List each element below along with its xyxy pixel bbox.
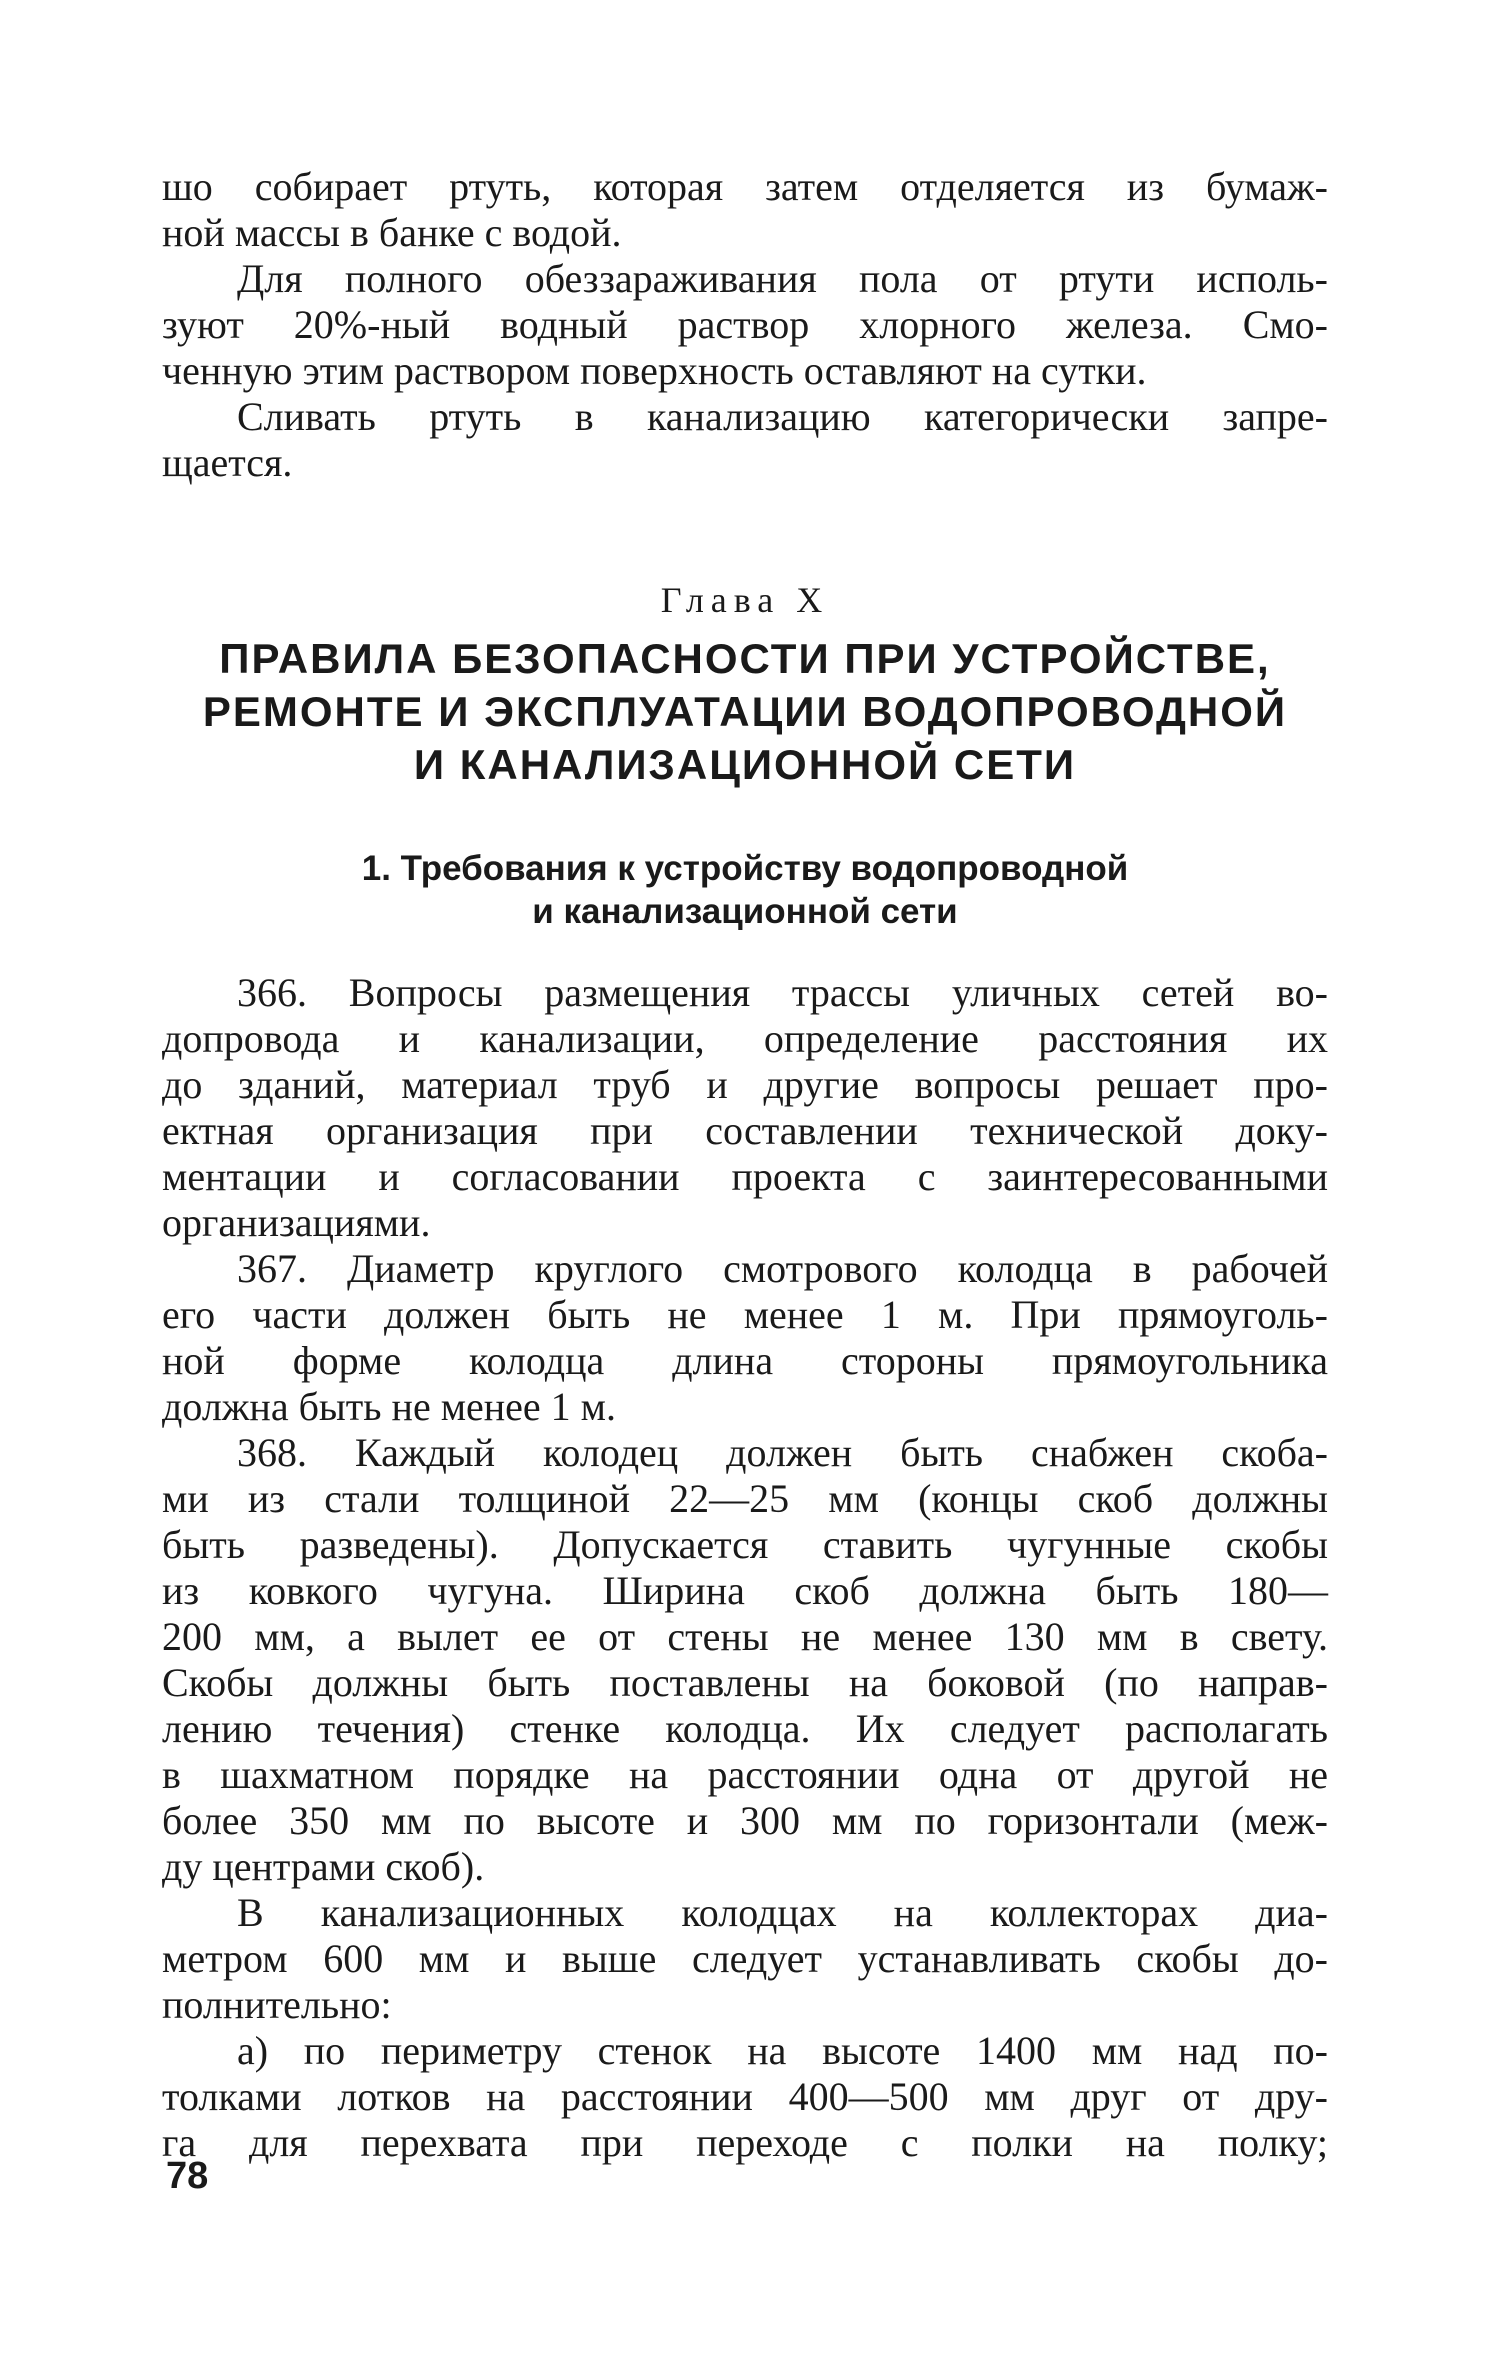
text-line: ной массы в банке с водой.: [162, 210, 622, 255]
text-line: в шахматном порядке на расстоянии одна от другой не: [162, 1752, 1328, 1797]
text-line: полнительно:: [162, 1982, 392, 2027]
text-line: а) по периметру стенок на высоте 1400 мм над по-: [237, 2028, 1328, 2073]
chapter-title-line: И КАНАЛИЗАЦИОННОЙ СЕТИ: [413, 741, 1077, 788]
text-line: Скобы должны быть поставлены на боковой (по направ-: [162, 1660, 1328, 1705]
paragraph: [162, 1430, 1328, 1890]
text-line: ектная организация при составлении технической доку-: [162, 1108, 1328, 1153]
text-body: [162, 970, 1328, 2166]
chapter-label: Глава X: [660, 580, 830, 620]
text-line: В канализационных колодцах на коллекторах диа-: [237, 1890, 1328, 1935]
paragraph: [162, 164, 1328, 256]
text-line: 366. Вопросы размещения трассы уличных сетей во-: [237, 970, 1328, 1015]
paragraph: [162, 970, 1328, 1246]
text-line: щается.: [162, 440, 293, 485]
text-line: организациями.: [162, 1200, 431, 1245]
text-line: быть разведены). Допускается ставить чугунные скобы: [162, 1522, 1328, 1567]
text-line: 368. Каждый колодец должен быть снабжен скоба-: [237, 1430, 1328, 1475]
text-line: из ковкого чугуна. Ширина скоб должна быть 180—: [162, 1568, 1328, 1613]
paragraph: [162, 394, 1328, 486]
text-line: 367. Диаметр круглого смотрового колодца в рабочей: [237, 1246, 1328, 1291]
text-line: ченную этим раствором поверхность оставляют на сутки.: [162, 348, 1147, 393]
text-line: его части должен быть не менее 1 м. При прямоуголь-: [162, 1292, 1328, 1337]
text-line: Для полного обеззараживания пола от ртути исполь-: [237, 256, 1328, 301]
chapter-title-line: ПРАВИЛА БЕЗОПАСНОСТИ ПРИ УСТРОЙСТВЕ,: [219, 635, 1271, 682]
text-line: лению течения) стенке колодца. Их следует располагать: [162, 1706, 1328, 1751]
text-line: толками лотков на расстоянии 400—500 мм друг от дру-: [162, 2074, 1328, 2119]
text-line: зуют 20%-ный водный раствор хлорного железа. Смо-: [162, 302, 1328, 347]
paragraph: [162, 2028, 1328, 2166]
page-number: 78: [166, 2155, 209, 2197]
text-line: ду центрами скоб).: [162, 1844, 485, 1889]
text-line: до зданий, материал труб и другие вопросы решает про-: [162, 1062, 1328, 1107]
text-line: ментации и согласовании проекта с заинтересованными: [162, 1154, 1328, 1199]
paragraph: [162, 256, 1328, 394]
text-line: должна быть не менее 1 м.: [162, 1384, 616, 1429]
chapter-title: [162, 632, 1328, 791]
section-heading-line: и канализационной сети: [532, 892, 958, 931]
text-line: метром 600 мм и выше следует устанавливать скобы до-: [162, 1936, 1328, 1981]
text-line: Сливать ртуть в канализацию категорически запре-: [237, 394, 1328, 439]
text-line: ми из стали толщиной 22—25 мм (концы скоб должны: [162, 1476, 1328, 1521]
text-line: шо собирает ртуть, которая затем отделяется из бумаж-: [162, 164, 1328, 209]
paragraph: [162, 1890, 1328, 2028]
text-line: допровода и канализации, определение расстояния их: [162, 1016, 1328, 1061]
text-line: ной форме колодца длина стороны прямоугольника: [162, 1338, 1328, 1383]
text-line: га для перехвата при переходе с полки на полку;: [162, 2120, 1328, 2165]
text-line: 200 мм, а вылет ее от стены не менее 130 мм в свету.: [162, 1614, 1328, 1659]
section-heading-line: 1. Требования к устройству водопроводной: [361, 849, 1129, 888]
paragraph: [162, 1246, 1328, 1430]
text-line: более 350 мм по высоте и 300 мм по горизонтали (меж-: [162, 1798, 1328, 1843]
text-top: [162, 164, 1328, 486]
section-heading: [162, 847, 1328, 933]
chapter-title-line: РЕМОНТЕ И ЭКСПЛУАТАЦИИ ВОДОПРОВОДНОЙ: [202, 688, 1288, 735]
